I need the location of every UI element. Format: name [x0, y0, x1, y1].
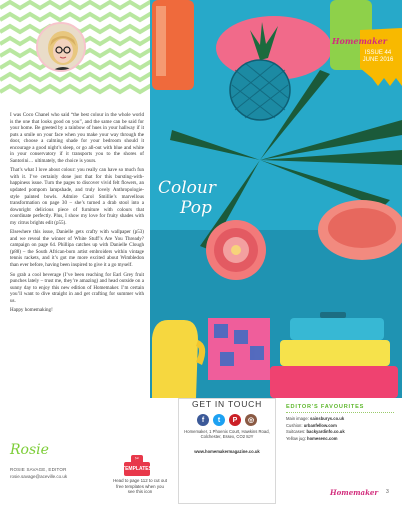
favourite-label: Cushion:	[286, 422, 303, 428]
banner-brand: Homemaker	[332, 36, 387, 46]
instagram-icon[interactable]: ◎	[245, 414, 257, 426]
favourites-title: EDITOR'S FAVOURITES	[286, 404, 365, 410]
list-item	[286, 436, 398, 443]
get-in-touch-title: GET IN TOUCH	[185, 399, 269, 409]
letter-paragraph: That’s what I love about colour: you really can have so much fun with it. I’ve certainly done just that for this bursting-with-happiness issue. Turn the pages to discover vivid felt flowers, an updated pompom lampshade, and truly lovely Anthropologie-style painted bowls. Admire Carol Smillie’s marvellous transformation on page 30 – she’s turned a drab stool into a downright delicious piece of furniture with colours that coordinate perfectly. Plus, I show my love for fruity shades with my citrus brights edit (p55).	[10, 167, 144, 226]
page-number: 3	[386, 489, 389, 495]
contact-address: Homemaker, 1 Phoenix Court, Hawkins Road, Colchester, Essex, CO2 8JY	[184, 429, 270, 440]
letter-paragraph: So grab a cool beverage (I’ve been reaching for Earl Grey fruit punches lately – trust me, they’re amazing) and head outside on a sunny day to enjoy this new edition of Homemaker. I’m certain you’ll want to dive straight in and get crafting for summer with us.	[10, 271, 144, 304]
footer-brand: Homemaker	[330, 488, 379, 497]
templates-badge: TEMPLATES	[124, 462, 150, 476]
favourites-list	[286, 416, 398, 442]
favourite-label: Yellow jug:	[286, 435, 306, 441]
pinterest-icon[interactable]: P	[229, 414, 241, 426]
scissors-icon: ✂	[131, 455, 143, 463]
feature-title-line1: Colour	[158, 178, 216, 198]
twitter-icon[interactable]: t	[213, 414, 225, 426]
list-item	[286, 429, 398, 436]
editor-email[interactable]: rosie.savage@aceville.co.uk	[10, 474, 68, 479]
list-item	[286, 416, 398, 423]
favourites-divider	[286, 412, 394, 413]
facebook-icon[interactable]: f	[197, 414, 209, 426]
contact-website[interactable]: www.homemakermagazine.co.uk	[194, 449, 260, 454]
issue-date: ISSUE 44 JUNE 2016	[362, 50, 394, 63]
templates-note: Head to page 112 to cut out free templates when you see this icon	[113, 478, 167, 495]
favourite-link[interactable]: backyardinfo.co.uk	[306, 429, 345, 435]
favourite-label: Suitcases:	[286, 429, 306, 435]
list-item	[286, 423, 398, 430]
feature-title-line2: Pop	[180, 198, 212, 218]
editor-signature: Rosie	[10, 442, 49, 458]
feature-title	[158, 178, 216, 218]
editor-name: ROSIE SAVAGE, EDITOR	[10, 467, 67, 472]
letter-sign-off: Happy homemaking!	[10, 307, 53, 314]
favourite-link[interactable]: urbanfellow.com	[303, 422, 337, 428]
letter-paragraph: Elsewhere this issue, Danielle gets crafty with wallpaper (p53) and we reveal the winner of White Stuff’s Are You Thready? campaign on page 64. Phillipa catches up with Danielle Clough (p88) – the South African-born artist embroiders within vintage tennis rackets, and it’s got me more excited about Wimbledon than ever before, having been inspired to give it a go myself.	[10, 229, 144, 269]
editor-avatar	[36, 22, 86, 72]
favourite-link[interactable]: homesenc.com	[307, 435, 338, 441]
favourite-label: Main image:	[286, 416, 309, 421]
letter-paragraph: I was Coco Chanel who said “the best colour in the whole world is the one that looks good on you”, and the same can be said for your home. Be greeted by a rainbow of hues in your hallway if it puts a smile on your face when you make your way through the door, choose a calming shade for your bedroom should it encourage a good night’s sleep, or go all-out with blue and white in your conservatory if it transports you to the shores of Santorini… ultimately, the choice is yours.	[10, 112, 144, 164]
favourite-link[interactable]: sainsburys.co.uk	[309, 416, 345, 421]
editor-letter	[10, 112, 144, 317]
